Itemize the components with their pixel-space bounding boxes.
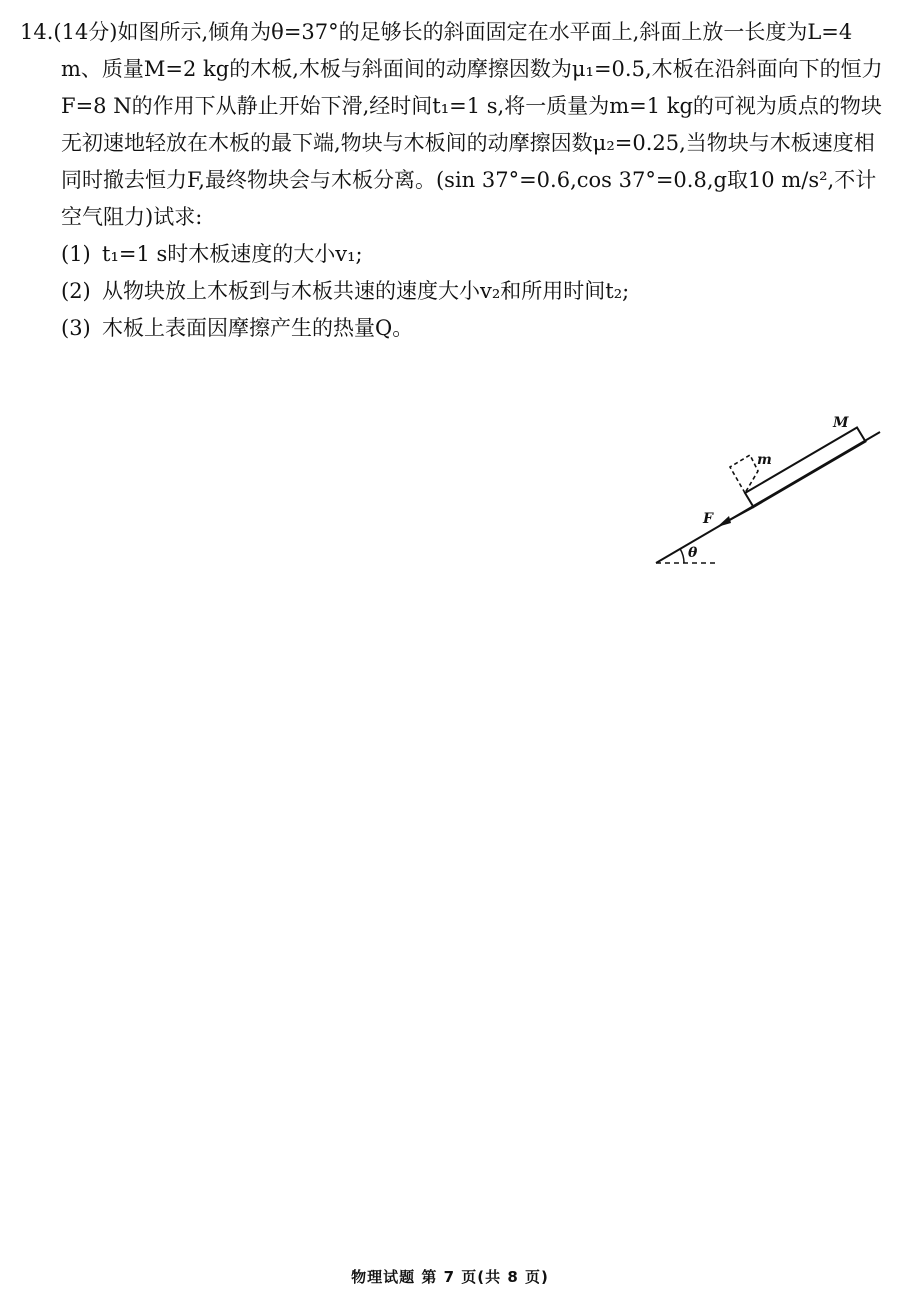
question-text: 从物块放上木板到与木板共速的速度大小v₂和所用时间t₂; <box>102 279 630 303</box>
question-text: t₁=1 s时木板速度的大小v₁; <box>102 242 363 266</box>
incline-diagram <box>650 410 890 575</box>
question-number: (2) <box>61 279 91 303</box>
question-2 <box>20 273 886 310</box>
label-force: F <box>703 511 713 527</box>
label-board-mass: M <box>833 415 849 431</box>
question-1 <box>20 236 886 273</box>
problem-text <box>20 14 886 347</box>
incline-figure <box>650 410 890 575</box>
angle-arc <box>680 549 684 563</box>
question-text: 木板上表面因摩擦产生的热量Q。 <box>102 316 414 340</box>
question-number: (3) <box>61 316 91 340</box>
question-3 <box>20 310 886 347</box>
label-block-mass: m <box>757 452 772 468</box>
label-angle: θ <box>688 545 698 561</box>
force-arrowhead <box>717 516 731 527</box>
page-footer: 物理试题 第 7 页(共 8 页) <box>351 1268 549 1286</box>
problem-stem: 14.(14分)如图所示,倾角为θ=37°的足够长的斜面固定在水平面上,斜面上放一长度为L=4 m、质量M=2 kg的木板,木板与斜面间的动摩擦因数为μ₁=0.5,木板在沿斜面向下的恒力F=8 N的作用下从静止开始下滑,经时间t₁=1 s,将一质量为m=1 kg的可视为质点的物块无初速地轻放在木板的最下端,物块与木板间的动摩擦因数μ₂=0.25,当物块与木板速度相同时撤去恒力F,最终物块会与木板分离。(sin 37°=0.6,cos 37°=0.8,g取10 m/s²,不计空气阻力)试求: <box>20 20 883 229</box>
question-number: (1) <box>61 242 91 266</box>
